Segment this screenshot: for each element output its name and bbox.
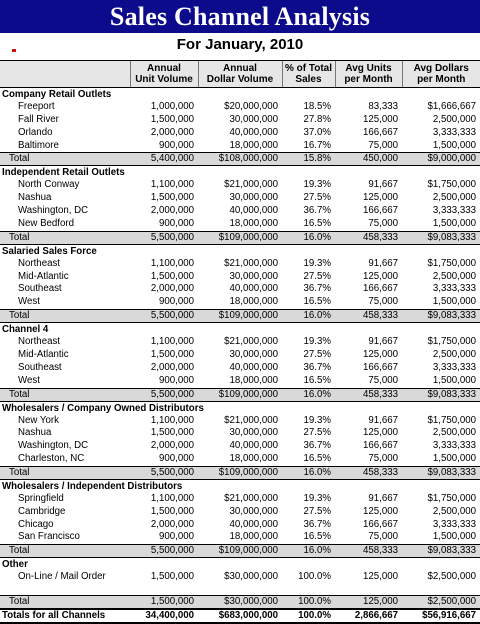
group-header-row	[0, 166, 480, 180]
group-header-row	[0, 244, 480, 258]
cell-avg-units: 91,667	[368, 492, 398, 504]
total-dollars: $109,000,000	[198, 231, 282, 244]
total-units: 5,400,000	[130, 153, 198, 166]
row-label: North Conway	[18, 179, 80, 191]
spacer-cell	[0, 584, 480, 596]
cell-avg-units: 166,667	[362, 126, 398, 138]
grand-total-avg-units: 2,866,667	[335, 609, 402, 623]
cell-avg-dollars: 3,333,333	[432, 440, 476, 452]
header-line: Sales	[295, 74, 322, 85]
total-label: Total	[0, 153, 130, 166]
total-avg-dollars: $9,083,333	[402, 388, 480, 401]
row-label: Mid-Atlantic	[18, 348, 69, 360]
total-label: Total	[0, 545, 130, 558]
cell-avg-units: 166,667	[362, 518, 398, 530]
cell-dollars: 30,000,000	[229, 427, 278, 439]
cell-units: 1,500,000	[150, 348, 194, 360]
group-header-row	[0, 88, 480, 102]
total-avg-dollars: $2,500,000	[402, 596, 480, 610]
cell-pct: 37.0%	[303, 126, 331, 138]
table-row	[0, 205, 480, 218]
table-row	[0, 336, 480, 349]
row-label: New Bedford	[18, 217, 75, 229]
cell-pct: 19.3%	[303, 414, 331, 426]
cell-units: 900,000	[158, 217, 194, 229]
total-avg-units: 458,333	[335, 310, 402, 323]
cell-avg-dollars: 2,500,000	[432, 348, 476, 360]
row-label: Southeast	[18, 361, 62, 373]
cell-pct: 36.7%	[303, 361, 331, 373]
cell-avg-units: 166,667	[362, 440, 398, 452]
cell-avg-dollars: $1,750,000	[427, 336, 476, 348]
total-avg-units: 450,000	[335, 153, 402, 166]
table-row	[0, 101, 480, 114]
cell-pct: 16.7%	[303, 139, 331, 151]
cell-avg-units: 91,667	[368, 414, 398, 426]
grand-total-pct: 100.0%	[282, 609, 335, 623]
row-label: Fall River	[18, 113, 59, 125]
header-line: Unit Volume	[135, 74, 193, 85]
cell-units: 2,000,000	[150, 440, 194, 452]
table-row	[0, 114, 480, 127]
total-row	[0, 388, 480, 401]
total-avg-dollars: $9,083,333	[402, 545, 480, 558]
table-row	[0, 140, 480, 153]
cell-avg-units: 75,000	[368, 217, 398, 229]
total-pct: 16.0%	[282, 310, 335, 323]
cell-avg-dollars: 3,333,333	[432, 361, 476, 373]
cell-units: 1,100,000	[150, 414, 194, 426]
header-line: Annual	[147, 62, 181, 74]
header-line: Avg Dollars	[413, 62, 469, 74]
table-row	[0, 453, 480, 466]
cell-avg-dollars: 1,500,000	[432, 453, 476, 465]
table-row	[0, 571, 480, 584]
cell-avg-dollars: $1,750,000	[427, 414, 476, 426]
total-label: Total	[0, 388, 130, 401]
cell-avg-dollars: 3,333,333	[432, 518, 476, 530]
header-line: per Month	[417, 74, 466, 85]
row-label: Mid-Atlantic	[18, 270, 69, 282]
cell-dollars: $21,000,000	[224, 414, 278, 426]
cell-pct: 19.3%	[303, 336, 331, 348]
total-dollars: $109,000,000	[198, 466, 282, 479]
header-blank	[0, 61, 130, 88]
group-header-row	[0, 323, 480, 337]
group-header-row	[0, 401, 480, 415]
cell-dollars: 18,000,000	[229, 374, 278, 386]
group-name: Other	[2, 559, 28, 571]
total-avg-units: 125,000	[335, 596, 402, 610]
cell-dollars: $21,000,000	[224, 257, 278, 269]
cell-avg-dollars: 3,333,333	[432, 126, 476, 138]
total-pct: 16.0%	[282, 466, 335, 479]
cell-pct: 27.5%	[303, 427, 331, 439]
cell-avg-units: 125,000	[362, 505, 398, 517]
cell-units: 2,000,000	[150, 361, 194, 373]
group-name: Company Retail Outlets	[2, 89, 112, 100]
cell-units: 2,000,000	[150, 283, 194, 295]
total-avg-units: 458,333	[335, 545, 402, 558]
cell-units: 900,000	[158, 374, 194, 386]
group-name: Wholesalers / Company Owned Distributors	[2, 402, 204, 414]
spacer-row	[0, 584, 480, 596]
table-row	[0, 493, 480, 506]
total-dollars: $109,000,000	[198, 310, 282, 323]
header-row	[0, 61, 480, 88]
cell-units: 1,500,000	[150, 270, 194, 282]
cell-avg-units: 75,000	[368, 374, 398, 386]
cell-avg-units: 91,667	[368, 179, 398, 191]
cell-units: 1,500,000	[150, 571, 194, 583]
table-row	[0, 349, 480, 362]
cell-avg-dollars: 3,333,333	[432, 205, 476, 217]
cell-avg-units: 125,000	[362, 427, 398, 439]
cell-units: 900,000	[158, 453, 194, 465]
cell-pct: 27.8%	[303, 113, 331, 125]
total-units: 1,500,000	[130, 596, 198, 610]
header-avg-units-month	[335, 61, 402, 88]
cell-dollars: 30,000,000	[229, 348, 278, 360]
cell-pct: 27.5%	[303, 348, 331, 360]
cell-avg-dollars: $1,750,000	[427, 257, 476, 269]
cell-dollars: $20,000,000	[224, 101, 278, 112]
table-row	[0, 283, 480, 296]
cell-avg-units: 125,000	[362, 270, 398, 282]
total-label: Total	[0, 466, 130, 479]
cell-avg-dollars: 1,500,000	[432, 374, 476, 386]
group-name: Channel 4	[2, 324, 49, 336]
cell-dollars: $30,000,000	[224, 571, 278, 583]
table-row	[0, 127, 480, 140]
cell-avg-units: 75,000	[368, 531, 398, 543]
total-units: 5,500,000	[130, 388, 198, 401]
cell-avg-units: 125,000	[362, 571, 398, 583]
row-label: Baltimore	[18, 139, 59, 151]
cell-dollars: 30,000,000	[229, 505, 278, 517]
grand-total-label: Totals for all Channels	[0, 609, 130, 623]
table-row	[0, 362, 480, 375]
header-annual-dollar-volume	[198, 61, 282, 88]
total-avg-dollars: $9,083,333	[402, 231, 480, 244]
cell-pct: 36.7%	[303, 518, 331, 530]
row-label: West	[18, 374, 40, 386]
group-header-row	[0, 558, 480, 572]
cell-dollars: 18,000,000	[229, 139, 278, 151]
total-pct: 16.0%	[282, 231, 335, 244]
cell-avg-units: 166,667	[362, 361, 398, 373]
cell-dollars: 40,000,000	[229, 126, 278, 138]
total-row	[0, 310, 480, 323]
cell-pct: 27.5%	[303, 192, 331, 204]
cell-pct: 19.3%	[303, 179, 331, 191]
total-units: 5,500,000	[130, 310, 198, 323]
group-name: Independent Retail Outlets	[2, 167, 125, 179]
cell-dollars: 18,000,000	[229, 453, 278, 465]
total-avg-units: 458,333	[335, 388, 402, 401]
cell-avg-dollars: 1,500,000	[432, 531, 476, 543]
cell-units: 900,000	[158, 531, 194, 543]
cell-avg-dollars: 3,333,333	[432, 283, 476, 295]
cell-units: 2,000,000	[150, 126, 194, 138]
row-label: Nashua	[18, 427, 52, 439]
cell-avg-dollars: 1,500,000	[432, 296, 476, 308]
total-pct: 15.8%	[282, 153, 335, 166]
cell-dollars: 40,000,000	[229, 205, 278, 217]
total-avg-units: 458,333	[335, 466, 402, 479]
group-header-row	[0, 479, 480, 493]
cell-dollars: 40,000,000	[229, 283, 278, 295]
cell-pct: 19.3%	[303, 257, 331, 269]
cell-avg-units: 75,000	[368, 139, 398, 151]
table-row	[0, 218, 480, 231]
total-avg-units: 458,333	[335, 231, 402, 244]
table-row	[0, 427, 480, 440]
total-dollars: $109,000,000	[198, 388, 282, 401]
cell-avg-units: 75,000	[368, 453, 398, 465]
cell-avg-dollars: $1,666,667	[427, 101, 476, 112]
row-label: Charleston, NC	[18, 453, 85, 465]
row-label: Cambridge	[18, 505, 66, 517]
cell-avg-dollars: 1,500,000	[432, 217, 476, 229]
total-label: Total	[0, 231, 130, 244]
cell-avg-dollars: 2,500,000	[432, 113, 476, 125]
cell-units: 1,100,000	[150, 257, 194, 269]
cell-units: 1,100,000	[150, 336, 194, 348]
row-label: Washington, DC	[18, 205, 89, 217]
page-subtitle: For January, 2010	[176, 36, 304, 53]
row-label: West	[18, 296, 40, 308]
total-dollars: $108,000,000	[198, 153, 282, 166]
cell-avg-dollars: 2,500,000	[432, 192, 476, 204]
cell-units: 2,000,000	[150, 205, 194, 217]
table-row	[0, 531, 480, 544]
cell-dollars: 18,000,000	[229, 531, 278, 543]
row-label: San Francisco	[18, 531, 80, 543]
cell-avg-dollars: 1,500,000	[432, 139, 476, 151]
total-dollars: $109,000,000	[198, 545, 282, 558]
cell-dollars: 40,000,000	[229, 440, 278, 452]
header-line: Dollar Volume	[206, 74, 274, 85]
cell-pct: 27.5%	[303, 270, 331, 282]
cell-avg-dollars: 2,500,000	[432, 270, 476, 282]
cell-dollars: 30,000,000	[229, 270, 278, 282]
cell-avg-units: 125,000	[362, 192, 398, 204]
row-label: Freeport	[18, 101, 55, 112]
cell-avg-units: 91,667	[368, 336, 398, 348]
cell-avg-units: 125,000	[362, 113, 398, 125]
total-units: 5,500,000	[130, 545, 198, 558]
sales-table	[0, 60, 480, 624]
table-row	[0, 440, 480, 453]
grand-total-dollars: $683,000,000	[198, 609, 282, 623]
table-row	[0, 258, 480, 271]
total-pct: 100.0%	[282, 596, 335, 610]
total-units: 5,500,000	[130, 466, 198, 479]
table-row	[0, 192, 480, 205]
cell-pct: 36.7%	[303, 440, 331, 452]
header-line: % of Total	[284, 62, 333, 74]
row-label: Orlando	[18, 126, 53, 138]
cell-units: 1,500,000	[150, 505, 194, 517]
total-avg-dollars: $9,083,333	[402, 310, 480, 323]
row-label: Nashua	[18, 192, 52, 204]
total-label: Total	[0, 310, 130, 323]
header-line: Avg Units	[345, 62, 392, 74]
cell-pct: 18.5%	[303, 101, 331, 112]
cell-pct: 16.5%	[303, 453, 331, 465]
total-dollars: $30,000,000	[198, 596, 282, 610]
cell-pct: 27.5%	[303, 505, 331, 517]
cell-dollars: 30,000,000	[229, 113, 278, 125]
cell-avg-dollars: $2,500,000	[427, 571, 476, 583]
cell-avg-units: 75,000	[368, 296, 398, 308]
total-label: Total	[0, 596, 130, 610]
group-name: Wholesalers / Independent Distributors	[2, 480, 183, 492]
cell-units: 1,100,000	[150, 179, 194, 191]
cell-avg-units: 91,667	[368, 257, 398, 269]
row-label: On-Line / Mail Order	[18, 571, 106, 583]
cell-avg-units: 83,333	[368, 101, 398, 112]
row-label: Southeast	[18, 283, 62, 295]
table-row	[0, 519, 480, 532]
row-label: Washington, DC	[18, 440, 89, 452]
cell-avg-dollars: $1,750,000	[427, 492, 476, 504]
cell-avg-units: 125,000	[362, 348, 398, 360]
table-row	[0, 375, 480, 388]
header-annual-unit-volume	[130, 61, 198, 88]
cell-pct: 16.5%	[303, 217, 331, 229]
total-row	[0, 545, 480, 558]
total-row	[0, 596, 480, 610]
cell-dollars: 30,000,000	[229, 192, 278, 204]
table-row	[0, 296, 480, 309]
cell-avg-units: 166,667	[362, 205, 398, 217]
page-title: Sales Channel Analysis	[0, 0, 480, 33]
total-avg-dollars: $9,083,333	[402, 466, 480, 479]
cell-pct: 19.3%	[303, 492, 331, 504]
cell-avg-dollars: $1,750,000	[427, 179, 476, 191]
cell-avg-dollars: 2,500,000	[432, 427, 476, 439]
cell-avg-units: 166,667	[362, 283, 398, 295]
cell-dollars: $21,000,000	[224, 336, 278, 348]
header-pct-total-sales	[282, 61, 335, 88]
total-units: 5,500,000	[130, 231, 198, 244]
header-avg-dollars-month	[402, 61, 480, 88]
cell-units: 900,000	[158, 139, 194, 151]
cell-dollars: 18,000,000	[229, 296, 278, 308]
cell-dollars: 40,000,000	[229, 518, 278, 530]
cell-units: 1,500,000	[150, 113, 194, 125]
total-avg-dollars: $9,000,000	[402, 153, 480, 166]
total-row	[0, 231, 480, 244]
cell-units: 1,000,000	[150, 101, 194, 112]
table-body	[0, 88, 480, 624]
grand-total-row	[0, 609, 480, 623]
cell-dollars: 18,000,000	[229, 217, 278, 229]
total-pct: 16.0%	[282, 388, 335, 401]
group-name: Salaried Sales Force	[2, 245, 97, 257]
row-label: New York	[18, 414, 59, 426]
header-line: Annual	[223, 62, 257, 74]
cell-pct: 16.5%	[303, 296, 331, 308]
row-label: Northeast	[18, 257, 60, 269]
cell-pct: 16.5%	[303, 374, 331, 386]
cell-dollars: $21,000,000	[224, 492, 278, 504]
header-line: per Month	[344, 74, 393, 85]
table-row	[0, 179, 480, 192]
cell-units: 2,000,000	[150, 518, 194, 530]
grand-total-avg-dollars: $56,916,667	[402, 609, 480, 623]
cell-pct: 16.5%	[303, 531, 331, 543]
cell-units: 900,000	[158, 296, 194, 308]
total-row	[0, 153, 480, 166]
total-row	[0, 466, 480, 479]
table-row	[0, 506, 480, 519]
table-row	[0, 415, 480, 428]
cell-dollars: $21,000,000	[224, 179, 278, 191]
comment-marker	[12, 49, 16, 52]
cell-units: 1,500,000	[150, 427, 194, 439]
cell-units: 1,100,000	[150, 492, 194, 504]
cell-pct: 36.7%	[303, 205, 331, 217]
cell-avg-dollars: 2,500,000	[432, 505, 476, 517]
cell-pct: 100.0%	[298, 571, 331, 583]
table-row	[0, 271, 480, 284]
row-label: Northeast	[18, 336, 60, 348]
cell-pct: 36.7%	[303, 283, 331, 295]
grand-total-units: 34,400,000	[130, 609, 198, 623]
row-label: Springfield	[18, 492, 64, 504]
cell-dollars: 40,000,000	[229, 361, 278, 373]
cell-units: 1,500,000	[150, 192, 194, 204]
total-pct: 16.0%	[282, 545, 335, 558]
row-label: Chicago	[18, 518, 54, 530]
